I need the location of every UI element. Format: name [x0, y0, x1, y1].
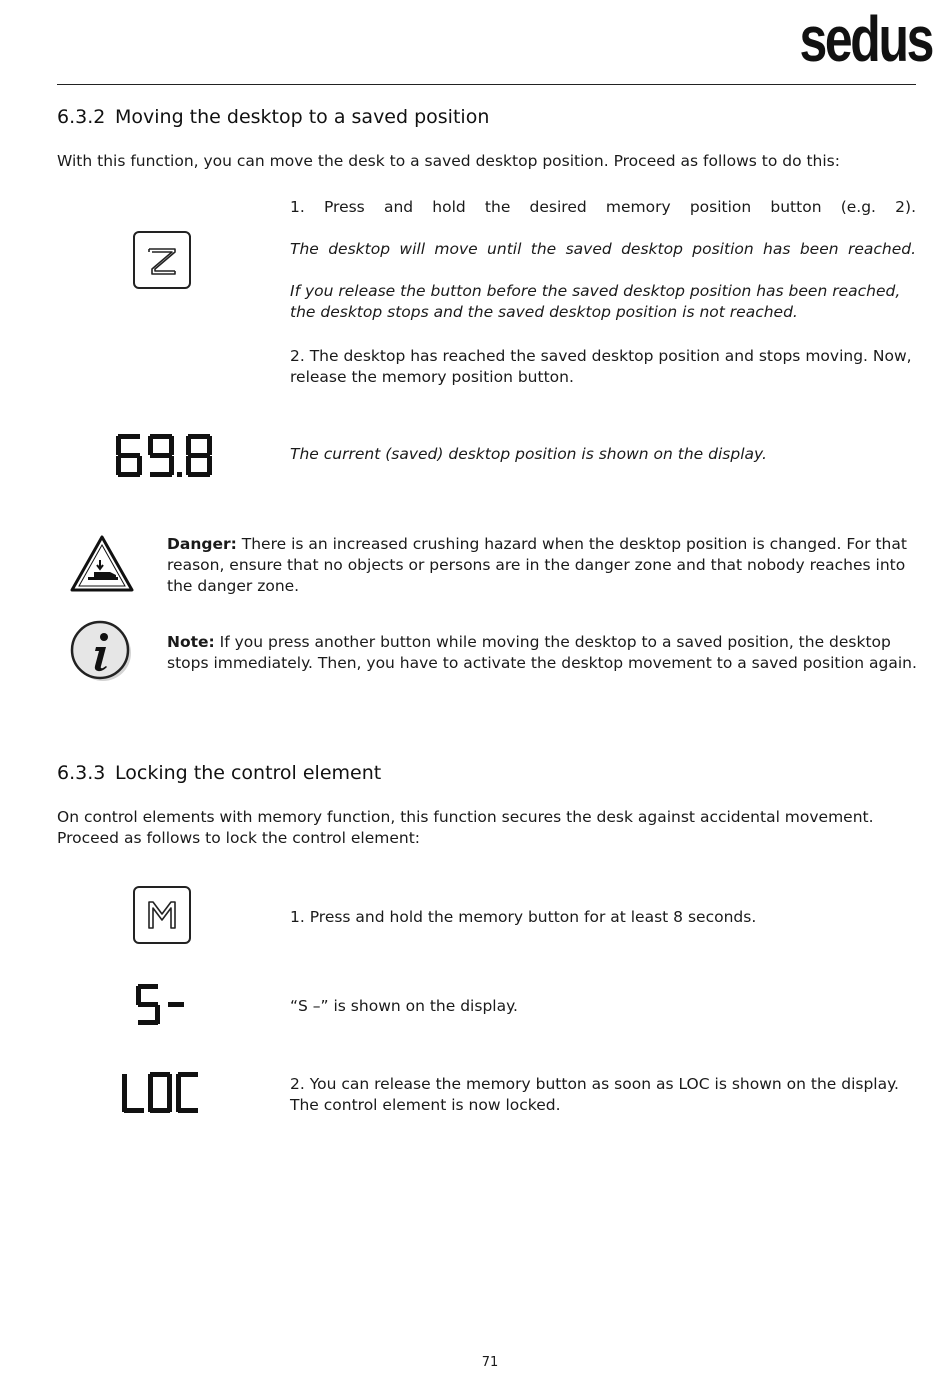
section-title: Locking the control element	[115, 762, 382, 784]
lock-step-1-text: 1. Press and hold the memory button for at least 8 seconds.	[290, 908, 757, 926]
sedus-logo: sedus	[799, 3, 933, 75]
crushing-hazard-warning-icon	[70, 534, 134, 592]
display-loc-icon	[120, 1070, 202, 1116]
step-1-note-2: If you release the button before the saved desktop position has been reached, the desktop stops and the saved desktop position is not reached.	[290, 282, 901, 321]
display-s-dash-icon	[134, 982, 186, 1028]
section-heading-632	[57, 106, 489, 128]
memory-button-2-icon	[133, 231, 191, 289]
section-633-intro: On control elements with memory function, this function secures the desk against accidental movement. Proceed as follows to lock the control element:	[57, 808, 874, 847]
danger-note	[167, 534, 917, 597]
display-shown-text: The current (saved) desktop position is shown on the display.	[290, 445, 767, 463]
note-label: Note:	[167, 633, 215, 651]
section-heading-633	[57, 762, 381, 784]
note-text: If you press another button while moving the desktop to a saved position, the desktop stops immediately. Then, you have to activate the desktop movement to a saved position again.	[167, 633, 917, 672]
note-text-block	[167, 632, 917, 674]
section-number: 6.3.2	[57, 106, 106, 128]
header-rule	[57, 84, 916, 85]
danger-text: There is an increased crushing hazard when the desktop position is changed. For that reason, ensure that no objects or persons are in the danger zone and that nobody reaches into the danger zone.	[167, 535, 907, 595]
info-icon	[70, 620, 134, 684]
display-s-text: “S –” is shown on the display.	[290, 997, 518, 1015]
step-2-text: 2. The desktop has reached the saved desktop position and stops moving. Now, release the memory position button.	[290, 347, 912, 386]
page-number: 71	[481, 1355, 499, 1370]
memory-button-m-icon	[133, 886, 191, 944]
step-1-text: 1. Press and hold the desired memory position button (e.g. 2).	[290, 198, 916, 216]
section-intro: With this function, you can move the desk to a saved desktop position. Proceed as follows to do this:	[57, 152, 840, 170]
step-1-note-1: The desktop will move until the saved desktop position has been reached.	[290, 240, 916, 258]
lock-step-2-text: 2. You can release the memory button as soon as LOC is shown on the display. The control element is now locked.	[290, 1075, 899, 1114]
display-69-8-icon	[114, 432, 214, 480]
section-number: 6.3.3	[57, 762, 106, 784]
danger-label: Danger:	[167, 535, 237, 553]
section-title: Moving the desktop to a saved position	[115, 106, 490, 128]
